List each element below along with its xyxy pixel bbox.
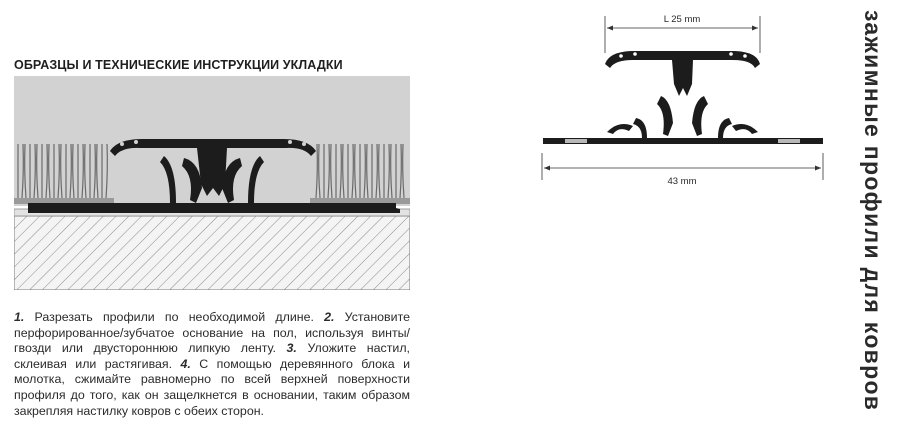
step-2-number: 2. [324,310,335,324]
step-4-text: С помощью деревянного блока и молотка, сжимайте равномерно по всей верхней поверхности профиля до того, как он защелкнется в основании, таким образом закрепляя настилку ковров с обеих сторон. [14,356,411,418]
step-3-number: 3. [286,341,297,356]
dim-top-label: L 25 mm [663,14,701,25]
instructions-text [14,310,410,419]
section-heading: ОБРАЗЦЫ И ТЕХНИЧЕСКИЕ ИНСТРУКЦИИ УКЛАДКИ [14,58,343,72]
step-4-number: 4. [180,356,191,371]
right-cover-strip [778,139,800,143]
profile-dimension-diagram [535,8,835,193]
subfloor-hatch [14,216,410,290]
side-title: зажимные профили для ковров [860,10,886,412]
dim-bottom-label: 43 mm [667,176,697,187]
step-1-number: 1. [14,310,25,324]
step-2-text: Установите перфорированное/зубчатое основание на пол, используя винты/гвозди или двустороннюю липкую ленту. [14,310,410,356]
installation-diagram [14,76,410,290]
step-3-text: Уложите настил, склеивая или растягивая. [14,341,410,371]
left-cover-strip [565,139,587,143]
profile-shape [543,51,823,144]
step-1-text: Разрезать профили по необходимой длине. [24,310,325,324]
